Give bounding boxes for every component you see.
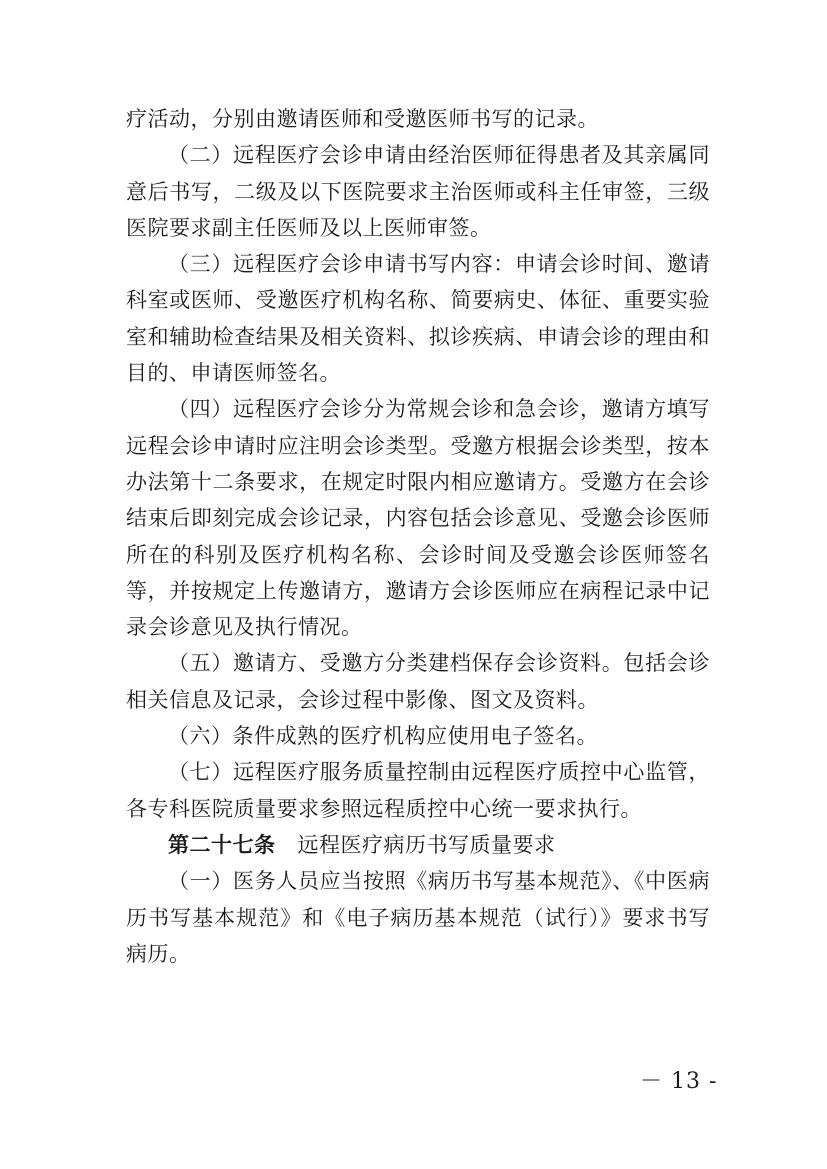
paragraph-item-5: （五）邀请方、受邀方分类建档保存会诊资料。包括会诊相关信息及记录，会诊过程中影像、图文及资料。 (126, 651, 710, 712)
paragraph-item-7: （七）远程医疗服务质量控制由远程医疗质控中心监管，各专科医院质量要求参照远程质控中心统一要求执行。 (126, 760, 710, 821)
article-number: 第二十七条 (168, 832, 276, 857)
document-body (126, 101, 710, 972)
article-heading (126, 827, 710, 863)
paragraph-continuation: 疗活动，分别由邀请医师和受邀医师书写的记录。 (126, 107, 599, 131)
paragraph-item-6: （六）条件成熟的医疗机构应使用电子签名。 (168, 724, 598, 749)
paragraph-item-2: （二）远程医疗会诊申请由经治医师征得患者及其亲属同意后书写，二级及以下医院要求主治医师或科主任审签，三级医院要求副主任医师及以上医师审签。 (126, 143, 710, 240)
page-number: － 13 - (640, 1069, 718, 1094)
paragraph-article-item-1: （一）医务人员应当按照《病历书写基本规范》、《中医病历书写基本规范》和《电子病历基本规范（试行）》要求书写病历。 (126, 869, 710, 966)
paragraph-item-4: （四）远程医疗会诊分为常规会诊和急会诊，邀请方填写远程会诊申请时应注明会诊类型。受邀方根据会诊类型，按本办法第十二条要求，在规定时限内相应邀请方。受邀方在会诊结束后即刻完成会诊记录，内容包括会诊意见、受邀会诊医师所在的科别及医疗机构名称、会诊时间及受邀会诊医师签名等，并按规定上传邀请方，邀请方会诊医师应在病程记录中记录会诊意见及执行情况。 (126, 397, 710, 640)
paragraph-item-3: （三）远程医疗会诊申请书写内容：申请会诊时间、邀请科室或医师、受邀医疗机构名称、简要病史、体征、重要实验室和辅助检查结果及相关资料、拟诊疾病、申请会诊的理由和目的、申请医师签名。 (126, 252, 710, 386)
article-subject: 远程医疗病历书写质量要求 (297, 832, 556, 857)
